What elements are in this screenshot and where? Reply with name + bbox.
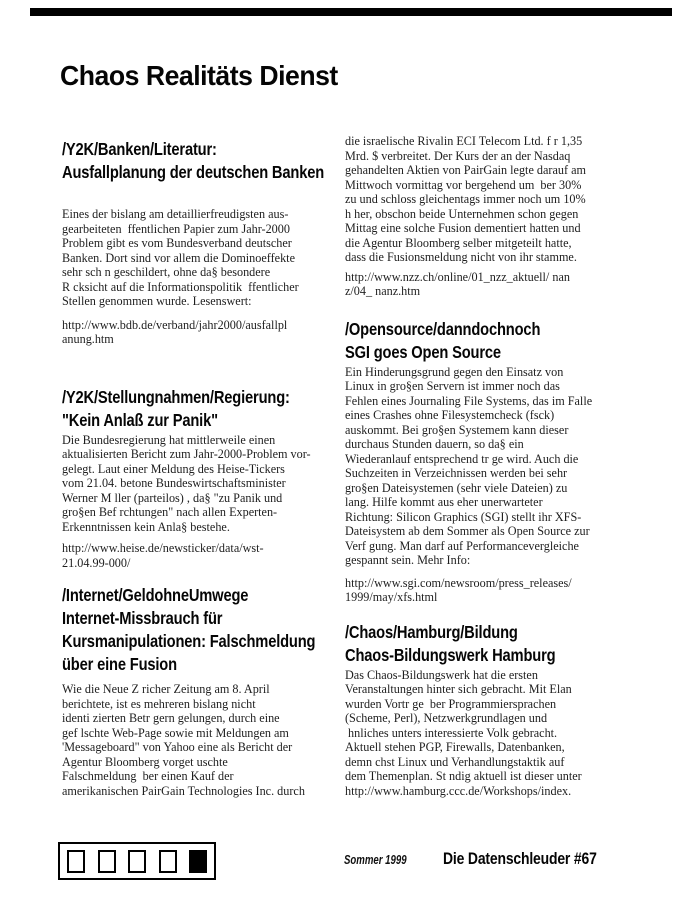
text-line: eines Crashes ohne Filesystemcheck (fsck) bbox=[345, 408, 555, 422]
article-heading-line: SGI goes Open Source bbox=[345, 341, 501, 362]
article-heading-line: /Chaos/Hamburg/Bildung bbox=[345, 621, 518, 642]
text-line: gef lschte Web-Page sowie mit Meldungen am bbox=[62, 725, 289, 740]
article-paragraph bbox=[62, 432, 340, 535]
text-line: Linux in gro§en Servern ist immer noch das bbox=[345, 379, 560, 393]
article-heading-line: /Y2K/Stellungnahmen/Regierung: bbox=[62, 386, 290, 407]
text-line: 'Messageboard" von Yahoo eine als Bericht der bbox=[62, 740, 293, 754]
text-line: gro§en Dateisystemen (sehr viele Dateien) zu bbox=[345, 480, 568, 495]
text-line: R cksicht auf die Informationspolitik ffentlicher bbox=[62, 279, 299, 294]
text-line: aktualisierten Bericht zum Jahr-2000-Problem vor- bbox=[62, 447, 311, 461]
article bbox=[62, 347, 340, 571]
text-line: dem Themenplan. St ndig aktuell ist dieser unter bbox=[345, 769, 582, 783]
text-line: auskommt. Bei gro§en Systemem kann dieser bbox=[345, 422, 569, 437]
article-paragraph bbox=[345, 364, 627, 568]
article-heading-line: /Y2K/Banken/Literatur: bbox=[62, 139, 217, 159]
text-line: identi zierten Betr gern gelungen, durch eine bbox=[62, 711, 280, 725]
text-line: Stellen genommen wurde. Lesenswert: bbox=[62, 294, 252, 308]
text-line: Erkenntnissen kein Anla§ bestehe. bbox=[62, 519, 230, 534]
article-heading-line: Kursmanipulationen: Falschmeldung bbox=[62, 631, 316, 651]
issue-season-label: Sommer 1999 bbox=[344, 852, 407, 867]
text-line: http://www.heise.de/newsticker/data/wst- bbox=[62, 541, 264, 555]
issue-checkbox bbox=[67, 850, 85, 873]
article-heading-line: /Internet/GeldohneUmwege bbox=[62, 585, 249, 605]
article bbox=[62, 570, 340, 798]
text-line: Veranstaltungen hinter sich gebracht. Mit Elan bbox=[345, 682, 572, 696]
text-line: 1999/may/xfs.html bbox=[345, 590, 438, 604]
text-line: Fehlen eines Journaling File Systems, das im Falle bbox=[345, 393, 593, 408]
text-line: Wiederanlauf entsprechend tr ge wird. Auch die bbox=[345, 451, 579, 466]
text-line: dass die Fusionsmeldung nicht von ihr stamme. bbox=[345, 250, 577, 264]
text-line: gearbeiteten ffentlichen Papier zum Jahr-2000 bbox=[62, 221, 290, 236]
text-line: amerikanischen PairGain Technologies Inc. durch bbox=[62, 783, 305, 798]
text-line: 21.04.99-000/ bbox=[62, 555, 131, 570]
text-line: Banken. Dort sind vor allem die Dominoeffekte bbox=[62, 250, 295, 265]
article-heading-line: "Kein Anlaß zur Panik" bbox=[62, 409, 218, 430]
text-line: sehr sch n geschildert, ohne da§ besondere bbox=[62, 265, 271, 279]
text-line: gro§en Bef rchtungen" nach allen Experten- bbox=[62, 505, 278, 519]
text-line: Aktuell stehen PGP, Firewalls, Datenbanken, bbox=[345, 740, 565, 754]
article-paragraph bbox=[345, 667, 627, 799]
page-title: Chaos Realitäts Dienst bbox=[60, 60, 338, 91]
issue-checkbox bbox=[128, 850, 146, 873]
issue-checkbox-strip bbox=[58, 842, 216, 880]
text-line: Dateisystem ab dem Sommer als Open Source zur bbox=[345, 524, 590, 538]
text-line: zu und schloss gleichentags immer noch um 10% bbox=[345, 192, 586, 206]
text-line: hnliches unters interessierte Volk gebracht. bbox=[345, 725, 558, 740]
text-line: die israelische Rivalin ECI Telecom Ltd. f r 1,35 bbox=[345, 134, 583, 148]
text-line: durchaus Stunden dauern, so da§ ein bbox=[345, 437, 524, 451]
text-line: Richtung: Silicon Graphics (SGI) stellt ihr XFS- bbox=[345, 509, 582, 524]
text-line: Verf gung. Man darf auf Performancevergleiche bbox=[345, 538, 579, 553]
article bbox=[345, 605, 627, 799]
article-heading-line: Chaos-Bildungswerk Hamburg bbox=[345, 644, 556, 665]
text-line: Mittwoch vormittag vor bergehend um ber 30% bbox=[345, 177, 582, 192]
text-line: vom 21.04. betone Bundeswirtschaftsminister bbox=[62, 476, 286, 490]
text-line: Suchzeiten in Verzeichnissen werden bei sehr bbox=[345, 466, 568, 480]
article-heading-line: über eine Fusion bbox=[62, 654, 177, 674]
text-line: Wie die Neue Z richer Zeitung am 8. April bbox=[62, 682, 270, 696]
article-paragraph bbox=[62, 676, 340, 798]
text-line: gelegt. Laut einer Meldung des Heise-Tickers bbox=[62, 461, 285, 476]
text-line: gehandelten Aktien von PairGain legte darauf am bbox=[345, 163, 586, 177]
article-url bbox=[345, 568, 627, 605]
text-line: h her, obschon beide Unternehmen schon gegen bbox=[345, 206, 579, 221]
text-line: Die Bundesregierung hat mittlerweile einen bbox=[62, 432, 276, 447]
text-line: Agentur Bloomberg vorget uschte bbox=[62, 754, 228, 769]
article-heading-line: Ausfallplanung der deutschen Banken bbox=[62, 162, 325, 182]
text-line: lang. Hilfe kommt aus eher unerwarteter bbox=[345, 495, 543, 509]
article bbox=[345, 134, 627, 299]
article-heading bbox=[62, 570, 340, 676]
text-line: Das Chaos-Bildungswerk hat die ersten bbox=[345, 667, 538, 682]
publication-title: Die Datenschleuder #67 bbox=[443, 849, 597, 868]
text-line: Problem gibt es vom Bundesverband deutscher bbox=[62, 236, 292, 250]
article-heading-line: Internet-Missbrauch für bbox=[62, 608, 223, 628]
text-line: wurden Vortr ge ber Programmiersprachen bbox=[345, 696, 557, 711]
text-line: Ein Hinderungsgrund gegen den Einsatz von bbox=[345, 364, 564, 379]
text-line: Falschmeldung ber einen Kauf der bbox=[62, 769, 234, 783]
article bbox=[62, 138, 340, 347]
article-paragraph bbox=[345, 134, 627, 265]
issue-checkbox bbox=[98, 850, 116, 873]
article-heading bbox=[345, 605, 627, 667]
column-right bbox=[345, 134, 627, 798]
text-line: http://www.hamburg.ccc.de/Workshops/index. bbox=[345, 783, 572, 798]
article-heading bbox=[345, 299, 627, 364]
article-heading-line: /Opensource/danndochnoch bbox=[345, 318, 541, 339]
text-line: (Scheme, Perl), Netzwerkgrundlagen und bbox=[345, 711, 548, 725]
column-left bbox=[62, 138, 340, 798]
issue-checkbox bbox=[159, 850, 177, 873]
article-url bbox=[345, 265, 627, 299]
text-line: die Agentur Bloomberg selber mitgeteilt hatte, bbox=[345, 235, 572, 250]
article-paragraph bbox=[62, 184, 340, 309]
article-heading bbox=[62, 347, 340, 432]
text-line: berichtete, ist es mehreren bislang nicht bbox=[62, 696, 256, 711]
text-line: z/04_ nanz.htm bbox=[345, 284, 421, 298]
article bbox=[345, 299, 627, 605]
text-line: anung.htm bbox=[62, 332, 114, 346]
text-line: Werner M ller (parteilos) , da§ "zu Panik und bbox=[62, 490, 283, 505]
article-heading bbox=[62, 138, 340, 184]
top-rule-bar bbox=[30, 8, 672, 16]
text-line: demn chst Linux und Verhandlungstaktik auf bbox=[345, 754, 565, 769]
issue-checkbox-filled bbox=[189, 850, 207, 873]
article-url bbox=[62, 309, 340, 347]
text-line: http://www.sgi.com/newsroom/press_releases/ bbox=[345, 575, 572, 590]
text-line: Mittag eine solche Fusion dementiert hatten und bbox=[345, 221, 581, 235]
text-line: http://www.bdb.de/verband/jahr2000/ausfallpl bbox=[62, 317, 288, 332]
article-url bbox=[62, 534, 340, 570]
text-line: gespannt sein. Mehr Info: bbox=[345, 553, 471, 567]
text-line: Eines der bislang am detaillierfreudigsten aus- bbox=[62, 207, 289, 221]
text-line: Mrd. $ verbreitet. Der Kurs der an der Nasdaq bbox=[345, 148, 571, 163]
text-line: http://www.nzz.ch/online/01_nzz_aktuell/ nan bbox=[345, 269, 570, 284]
